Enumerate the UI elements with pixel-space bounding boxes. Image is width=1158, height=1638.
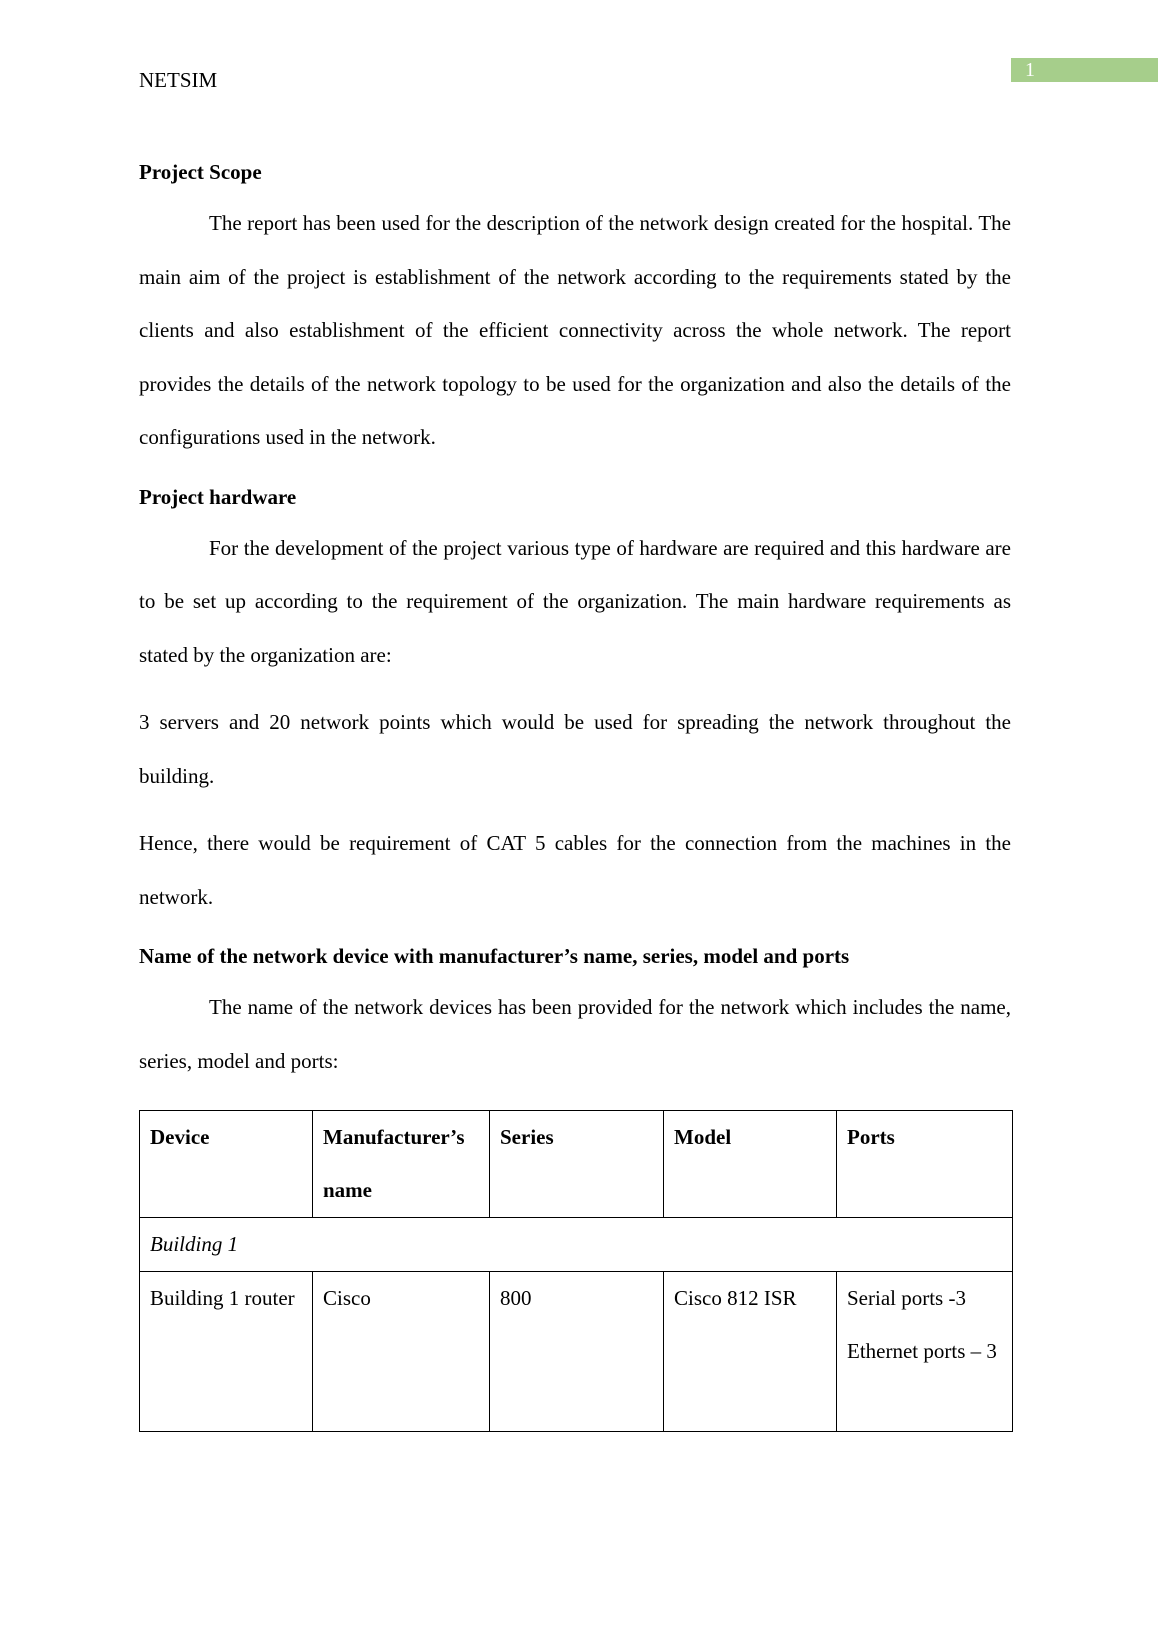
hardware-item-servers: 3 servers and 20 network points which would be used for spreading the network throughout the building. <box>139 710 1011 788</box>
cell-manufacturer: Cisco <box>313 1272 490 1432</box>
hardware-item-cables: Hence, there would be requirement of CAT 5 cables for the connection from the machines in the network. <box>139 831 1011 909</box>
ports-serial: Serial ports -3 <box>847 1286 966 1310</box>
header-series: Series <box>490 1111 664 1218</box>
cell-model: Cisco 812 ISR <box>664 1272 837 1432</box>
header-model: Model <box>664 1111 837 1218</box>
page-number-badge: 1 <box>1011 58 1158 82</box>
header-title: NETSIM <box>139 68 218 92</box>
table-header-row <box>140 1111 1013 1218</box>
ports-ethernet: Ethernet ports – 3 <box>847 1339 997 1363</box>
table-row <box>140 1272 1013 1432</box>
hardware-paragraph: For the development of the project various type of hardware are required and this hardware are to be set up according to the requirement of the organization. The main hardware requirements as stated by the organization are: <box>139 535 1011 667</box>
section-label-building-1: Building 1 <box>140 1218 1013 1272</box>
devices-paragraph: The name of the network devices has been provided for the network which includes the name, series, model and ports: <box>139 995 1011 1073</box>
header-ports: Ports <box>837 1111 1013 1218</box>
section-heading-hardware: Project hardware <box>139 484 297 509</box>
document-body <box>139 158 1011 1432</box>
header-device: Device <box>140 1111 313 1218</box>
table-section-row <box>140 1218 1013 1272</box>
cell-ports <box>837 1272 1013 1432</box>
device-table <box>139 1110 1013 1432</box>
scope-paragraph: The report has been used for the description of the network design created for the hospital. The main aim of the project is establishment of the network according to the requirements stated by the clients and also establishment of the efficient connectivity across the whole network. The report provides the details of the network topology to be used for the organization and also the details of the configurations used in the network. <box>139 211 1011 449</box>
header-manufacturer: Manufacturer’s name <box>313 1111 490 1218</box>
cell-device: Building 1 router <box>140 1272 313 1432</box>
cell-series: 800 <box>490 1272 664 1432</box>
section-heading-scope: Project Scope <box>139 160 262 184</box>
section-heading-devices: Name of the network device with manufacturer’s name, series, model and ports <box>139 944 850 968</box>
